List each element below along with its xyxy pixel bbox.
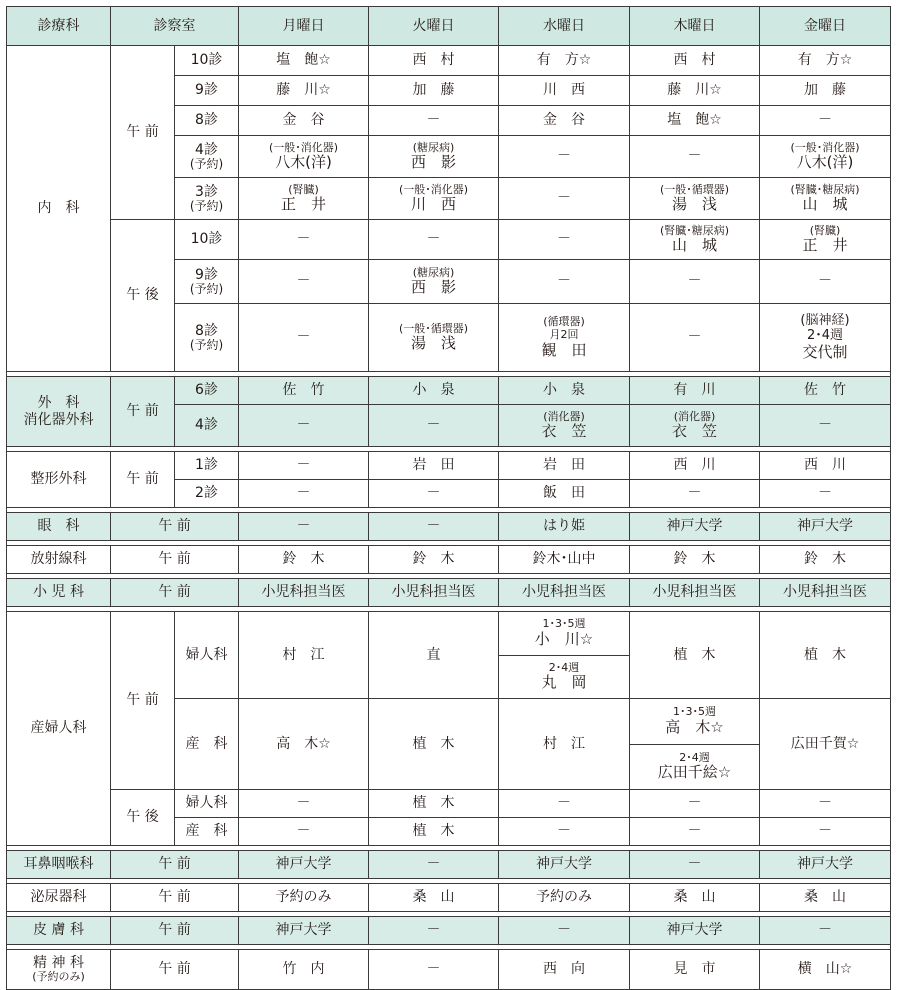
doctor-cell: － [630,851,760,879]
frequency-note: 月2回 [549,327,579,341]
doctor-cell: 西 川 [630,452,760,480]
doctor-cell: 西 村 [369,46,499,76]
doctor-cell: 植 木 [760,612,891,699]
header-day-mon: 月曜日 [239,7,369,46]
time-am: 午 前 [111,917,239,945]
doctor-cell: － [630,136,760,178]
room-note: (予約) [189,156,224,171]
dept-hifu: 皮 膚 科 [7,917,111,945]
doctor-name: 西 影 [410,153,456,172]
doctor-cell: － [630,304,760,372]
doctor-cell [499,405,630,447]
time-am: 午 前 [111,851,239,879]
doctor-cell [239,136,369,178]
time-pm: 午 後 [111,790,175,846]
doctor-cell: － [499,220,630,260]
doctor-name: 西 影 [410,278,456,297]
doctor-cell: 小 泉 [369,377,499,405]
doctor-cell [369,178,499,220]
doctor-name: 観 田 [541,340,587,359]
doctor-cell: － [239,790,369,818]
doctor-cell: － [369,480,499,508]
doctor-cell [369,304,499,372]
doctor-cell: 有 方☆ [760,46,891,76]
room-number: 3診 [195,183,218,200]
specialty-note: (一般･消化器) [268,140,339,154]
room-number: 4診 [195,141,218,158]
doctor-cell: － [499,790,630,818]
specialty-note: (糖尿病) [412,265,455,279]
doctor-cell: － [760,405,891,447]
doctor-name: 高 木☆ [665,717,724,736]
doctor-cell-split [499,612,630,699]
room-label: 婦人科 [175,612,239,699]
time-am: 午 前 [111,579,239,607]
doctor-cell: 広田千賀☆ [760,699,891,790]
specialty-note: (一般･消化器) [790,140,860,154]
doctor-cell: 金 谷 [499,106,630,136]
specialty-note: (消化器) [543,409,585,423]
dept-seikei: 整形外科 [7,452,111,508]
table-row [7,884,891,912]
doctor-cell: － [239,304,369,372]
room-label: 婦人科 [175,790,239,818]
doctor-cell: － [760,917,891,945]
room-label: 10診 [175,46,239,76]
dept-name: 外 科 [37,395,80,412]
doctor-cell: 加 藤 [760,76,891,106]
doctor-cell [760,136,891,178]
week-note: 2･4週 [679,750,710,764]
doctor-name: 正 井 [280,195,326,214]
doctor-cell: 村 江 [499,699,630,790]
doctor-cell: 金 谷 [239,106,369,136]
dept-jibi: 耳鼻咽喉科 [7,851,111,879]
frequency-note: 2･4週 [806,327,844,343]
dept-sanfu: 産婦人科 [7,612,111,846]
table-row [7,612,891,699]
doctor-cell: － [239,480,369,508]
time-pm: 午 後 [111,220,175,372]
doctor-cell: 西 川 [760,452,891,480]
header-row [7,7,891,46]
table-row [7,452,891,480]
room-label: 4診 [175,405,239,447]
specialty-note: (一般･消化器) [398,182,469,196]
table-row [7,546,891,574]
split-bottom [499,655,629,699]
doctor-cell: 村 江 [239,612,369,699]
doctor-cell: 植 木 [369,699,499,790]
doctor-cell: 予約のみ [239,884,369,912]
dept-hoshasen: 放射線科 [7,546,111,574]
doctor-cell: － [760,480,891,508]
doctor-cell: 飯 田 [499,480,630,508]
doctor-cell: － [760,260,891,304]
doctor-name: 正 井 [802,236,848,255]
table-row [7,917,891,945]
split-bottom [630,744,759,790]
doctor-cell: － [369,106,499,136]
table-row [7,513,891,541]
doctor-cell: － [499,260,630,304]
doctor-cell: 植 木 [369,818,499,846]
table-row [7,46,891,76]
doctor-cell: 神戸大学 [630,513,760,541]
doctor-cell: 佐 竹 [760,377,891,405]
specialty-note: (循環器) [543,315,585,329]
doctor-name: 湯 浅 [410,334,456,353]
doctor-cell [630,178,760,220]
doctor-name: 衣 笠 [541,422,587,441]
specialty-note: (腎臓･糖尿病) [659,223,730,237]
dept-hinyo: 泌尿器科 [7,884,111,912]
specialty-note: (一般･循環器) [398,321,469,335]
doctor-cell: 桑 山 [630,884,760,912]
dept-note: (予約のみ) [32,970,85,984]
doctor-cell: － [239,260,369,304]
doctor-cell: 鈴 木 [760,546,891,574]
specialty-note: (腎臓) [809,223,841,237]
doctor-cell [369,136,499,178]
doctor-name: 衣 笠 [671,422,717,441]
table-row [7,851,891,879]
doctor-cell: 植 木 [630,612,760,699]
table-row [7,220,891,260]
room-note: (予約) [189,198,224,213]
doctor-name: 丸 岡 [541,673,587,692]
doctor-cell: 小児科担当医 [499,579,630,607]
doctor-cell [760,220,891,260]
table-row [7,579,891,607]
room-label: 8診 [175,106,239,136]
doctor-cell: 西 村 [630,46,760,76]
doctor-cell [630,220,760,260]
time-am: 午 前 [111,377,175,447]
doctor-cell: － [369,851,499,879]
doctor-cell: 桑 山 [369,884,499,912]
doctor-name: 広田千絵☆ [657,763,732,782]
room-label: 産 科 [175,818,239,846]
doctor-name: 山 城 [802,195,848,214]
doctor-cell: 鈴 木 [239,546,369,574]
doctor-cell: － [630,260,760,304]
doctor-cell: 小児科担当医 [369,579,499,607]
doctor-cell: 小 泉 [499,377,630,405]
split-top [499,612,629,655]
doctor-cell: 直 [369,612,499,699]
doctor-name: 八木(洋) [275,153,332,172]
doctor-cell: － [239,405,369,447]
room-label: 2診 [175,480,239,508]
specialty-note: (腎臓) [288,182,319,196]
doctor-cell: － [369,220,499,260]
doctor-cell: 佐 竹 [239,377,369,405]
doctor-cell: 川 西 [499,76,630,106]
doctor-name: 山 城 [671,236,717,255]
time-am: 午 前 [111,513,239,541]
header-day-fri: 金曜日 [760,7,891,46]
doctor-cell: 高 木☆ [239,699,369,790]
time-am: 午 前 [111,546,239,574]
specialty-note: (腎臓･糖尿病) [790,182,860,196]
room-number: 9診 [195,266,218,283]
doctor-cell: 神戸大学 [239,917,369,945]
room-note: (予約) [189,281,224,296]
doctor-cell: 植 木 [369,790,499,818]
doctor-cell: 神戸大学 [760,513,891,541]
room-label: 9診 [175,76,239,106]
doctor-cell: 岩 田 [369,452,499,480]
doctor-cell: － [760,818,891,846]
doctor-cell: － [239,220,369,260]
doctor-cell [369,260,499,304]
doctor-cell: 西 向 [499,950,630,990]
doctor-cell: 有 方☆ [499,46,630,76]
doctor-cell: － [239,818,369,846]
time-am: 午 前 [111,950,239,990]
table-row [7,790,891,818]
header-dept: 診療科 [7,7,111,46]
time-am: 午 前 [111,612,175,790]
doctor-cell: 神戸大学 [630,917,760,945]
specialty-note: (消化器) [673,409,716,423]
time-am: 午 前 [111,884,239,912]
dept-naika: 内 科 [7,46,111,372]
doctor-cell: 鈴 木 [369,546,499,574]
room-label: 10診 [175,220,239,260]
doctor-cell: － [499,818,630,846]
doctor-cell [239,178,369,220]
room-label: 産 科 [175,699,239,790]
doctor-cell: 横 山☆ [760,950,891,990]
doctor-cell [760,178,891,220]
doctor-cell: 鈴 木 [630,546,760,574]
doctor-cell: － [760,790,891,818]
dept-name: 精 神 科 [33,955,84,972]
room-note: (予約) [189,337,224,352]
doctor-cell: 桑 山 [760,884,891,912]
specialty-note: (脳神経) [800,312,850,328]
dept-name-sub: 消化器外科 [23,411,94,428]
doctor-cell: 藤 川☆ [239,76,369,106]
outpatient-schedule-table [6,6,891,990]
doctor-cell: 神戸大学 [499,851,630,879]
doctor-cell: 鈴木･山中 [499,546,630,574]
room-label [175,304,239,372]
doctor-cell: － [369,950,499,990]
room-label: 1診 [175,452,239,480]
doctor-name: 八木(洋) [796,153,854,172]
doctor-cell-split [630,699,760,790]
header-room: 診察室 [111,7,239,46]
doctor-cell: － [499,136,630,178]
doctor-cell: － [239,513,369,541]
doctor-cell: － [499,178,630,220]
room-label: 6診 [175,377,239,405]
doctor-name: 小 川☆ [534,629,594,648]
doctor-cell: － [499,917,630,945]
room-label [175,260,239,304]
dept-ganka: 眼 科 [7,513,111,541]
doctor-cell: 藤 川☆ [630,76,760,106]
doctor-name: 交代制 [802,342,848,361]
week-note: 1･3･5週 [542,617,586,631]
header-day-thu: 木曜日 [630,7,760,46]
room-label [175,136,239,178]
doctor-cell: － [239,452,369,480]
doctor-cell: － [369,405,499,447]
specialty-note: (一般･循環器) [659,182,730,196]
header-day-tue: 火曜日 [369,7,499,46]
doctor-cell: － [760,106,891,136]
doctor-cell: 塩 飽☆ [239,46,369,76]
doctor-cell: 神戸大学 [760,851,891,879]
table-row [7,377,891,405]
doctor-cell: 岩 田 [499,452,630,480]
doctor-name: 湯 浅 [671,195,717,214]
doctor-cell: 小児科担当医 [760,579,891,607]
doctor-cell: 神戸大学 [239,851,369,879]
doctor-cell: － [630,480,760,508]
time-am: 午 前 [111,46,175,220]
week-note: 1･3･5週 [673,705,716,719]
header-day-wed: 水曜日 [499,7,630,46]
specialty-note: (糖尿病) [412,140,455,154]
doctor-cell: － [630,818,760,846]
doctor-cell: 竹 内 [239,950,369,990]
room-number: 8診 [195,322,218,339]
week-note: 2･4週 [548,660,580,674]
doctor-cell: － [369,513,499,541]
dept-shoni: 小 児 科 [7,579,111,607]
doctor-name: 川 西 [410,195,456,214]
doctor-cell: － [369,917,499,945]
doctor-cell: 小児科担当医 [630,579,760,607]
doctor-cell: 予約のみ [499,884,630,912]
doctor-cell: 有 川 [630,377,760,405]
doctor-cell: 塩 飽☆ [630,106,760,136]
schedule-table-wrapper [6,6,891,990]
doctor-cell [499,304,630,372]
dept-geka [7,377,111,447]
doctor-cell: はり姫 [499,513,630,541]
doctor-cell [630,405,760,447]
split-top [630,699,759,744]
room-label [175,178,239,220]
time-am: 午 前 [111,452,175,508]
doctor-cell: － [630,790,760,818]
doctor-cell: 加 藤 [369,76,499,106]
doctor-cell [760,304,891,372]
doctor-cell: 見 市 [630,950,760,990]
doctor-cell: 小児科担当医 [239,579,369,607]
